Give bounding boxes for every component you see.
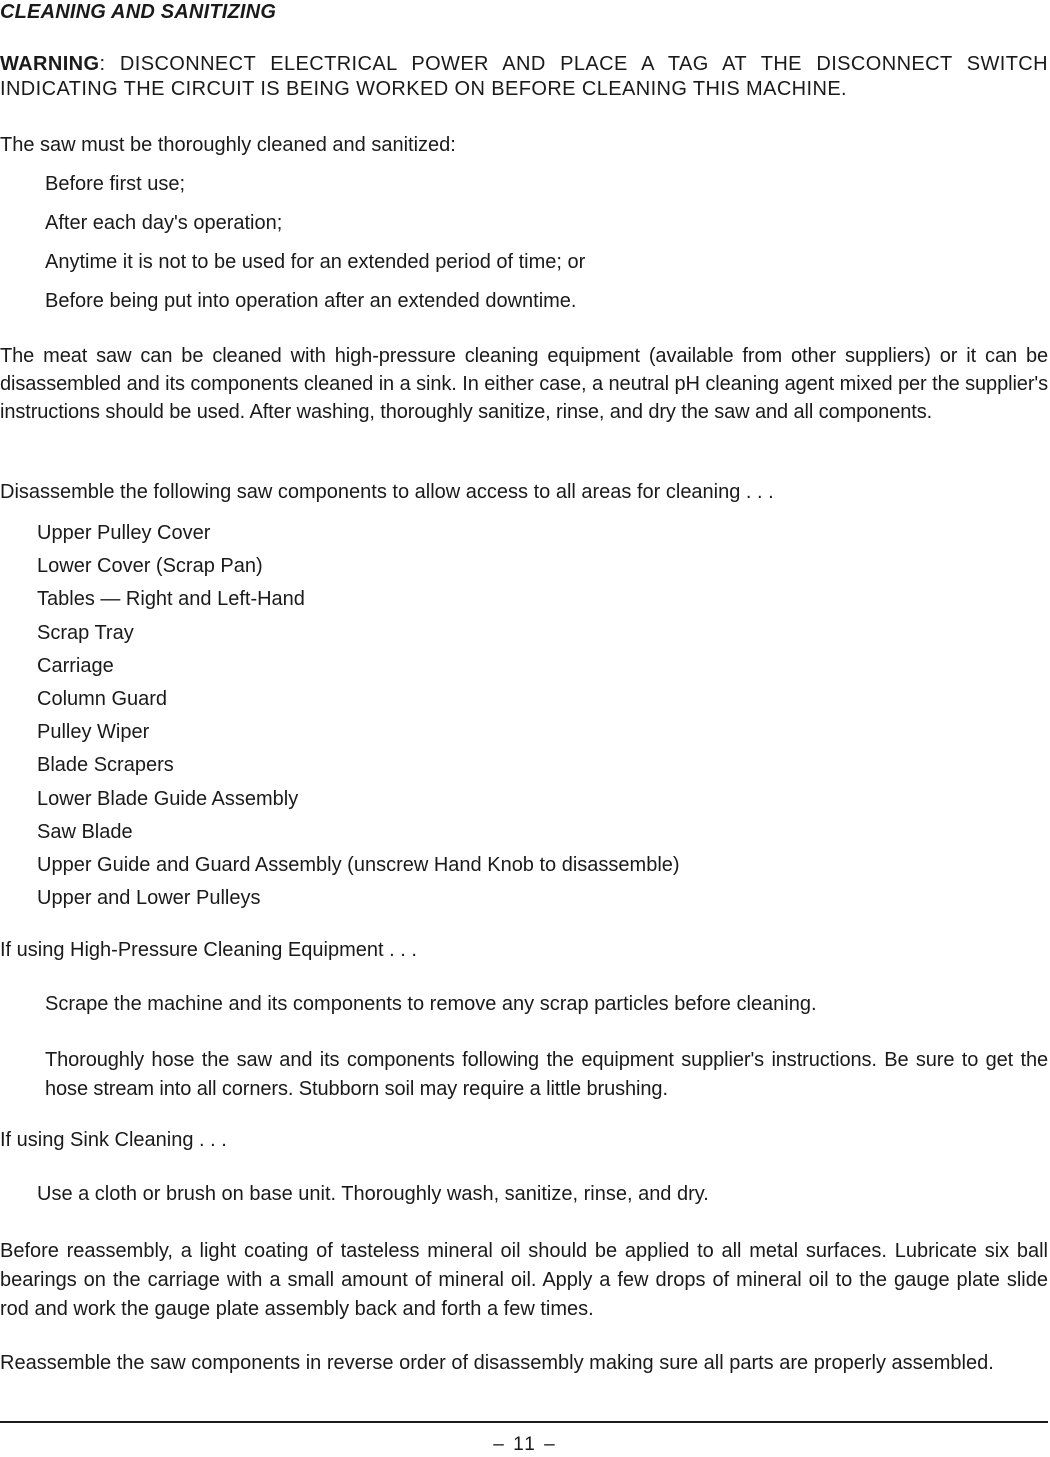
list-item: Before being put into operation after an extended downtime. [45,290,577,312]
list-item: Upper Pulley Cover [37,522,211,544]
list-item: Upper and Lower Pulleys [37,887,261,910]
high-pressure-step-2: Thoroughly hose the saw and its components following the equipment supplier's instructions. Be sure to get the hose stream into all corners. Stubborn soil may require a little brushing. [45,1049,1048,1100]
warning-notice [0,52,1048,102]
disassemble-intro: Disassemble the following saw components to allow access to all areas for cleaning . . . [0,481,774,503]
list-item: Upper Guide and Guard Assembly (unscrew Hand Knob to disassemble) [37,853,680,876]
reassembly-paragraph-2: Reassemble the saw components in reverse order of disassembly making sure all parts are properly assembled. [0,1352,994,1374]
page-number: – 11 – [493,1434,557,1455]
list-item: Column Guard [37,687,168,710]
cleaning-paragraph: The meat saw can be cleaned with high-pressure cleaning equipment (available from other suppliers) or it can be disassembled and its components cleaned in a sink. In either case, a neutral pH cleaning agent mixed per the supplier's instructions should be used. After washing, thoroughly sanitize, rinse, and dry the saw and all components. [0,345,1048,423]
warning-label: WARNING [0,53,100,75]
list-item: Scrap Tray [37,621,134,644]
list-item: Lower Cover (Scrap Pan) [37,555,263,578]
sanitize-intro: The saw must be thoroughly cleaned and sanitized: [0,134,456,156]
list-item: Blade Scrapers [37,754,174,777]
list-item: After each day's operation; [45,212,283,234]
high-pressure-step-1: Scrape the machine and its components to remove any scrap particles before cleaning. [45,993,817,1015]
warning-text: : DISCONNECT ELECTRICAL POWER AND PLACE A TAG AT THE DISCONNECT SWITCH INDICATING THE CIRCUIT IS BEING WORKED ON BEFORE CLEANING THIS MACHINE. [0,53,1048,100]
sink-intro: If using Sink Cleaning . . . [0,1129,227,1151]
sanitize-conditions-list [45,172,585,328]
list-item: Anytime it is not to be used for an extended period of time; or [45,251,586,273]
list-item: Saw Blade [37,820,133,843]
list-item: Carriage [37,654,114,677]
components-list [37,521,680,919]
list-item: Tables — Right and Left-Hand [37,588,305,611]
list-item: Before first use; [45,173,186,195]
footer-divider [0,1421,1048,1423]
page-title: CLEANING AND SANITIZING [0,1,277,23]
sink-step-1: Use a cloth or brush on base unit. Thoroughly wash, sanitize, rinse, and dry. [37,1183,709,1205]
reassembly-paragraph-1: Before reassembly, a light coating of tasteless mineral oil should be applied to all metal surfaces. Lubricate six ball bearings on the carriage with a small amount of mineral oil. Apply a few drops of mineral oil to the gauge plate slide rod and work the gauge plate assembly back and forth a few times. [0,1240,1048,1320]
high-pressure-intro: If using High-Pressure Cleaning Equipment . . . [0,939,417,961]
list-item: Lower Blade Guide Assembly [37,787,299,810]
list-item: Pulley Wiper [37,721,150,744]
